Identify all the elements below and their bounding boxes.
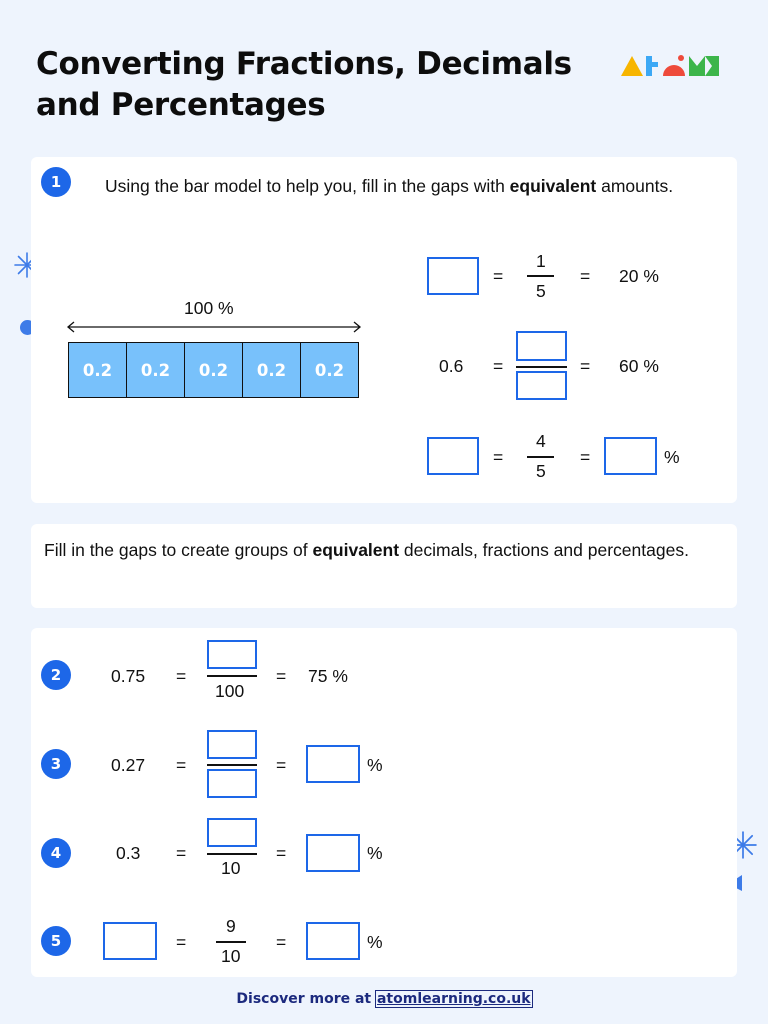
fraction-denominator: 10 — [221, 858, 241, 878]
equals-sign: = — [276, 666, 287, 686]
equals-sign: = — [176, 666, 187, 686]
decimal-value: 0.27 — [111, 755, 146, 775]
numerator-answer-box[interactable] — [207, 730, 257, 759]
bar-segment: 0.2 — [301, 343, 358, 397]
equals-sign: = — [176, 755, 187, 775]
fraction-numerator: 9 — [226, 916, 236, 936]
footer-link[interactable]: atomlearning.co.uk — [376, 991, 531, 1007]
fraction-denominator: 5 — [536, 281, 546, 301]
atom-logo — [621, 54, 721, 78]
fraction-bar — [216, 941, 246, 943]
decimal-answer-box[interactable] — [103, 922, 157, 960]
question-number: 5 — [41, 926, 71, 956]
equals-sign: = — [276, 755, 287, 775]
equals-sign: = — [580, 447, 591, 467]
percentage-answer-box[interactable] — [306, 745, 360, 783]
fraction-numerator: 1 — [536, 251, 546, 271]
fraction-denominator: 100 — [215, 681, 245, 701]
equals-sign: = — [493, 356, 504, 376]
equals-sign: = — [276, 932, 287, 952]
denominator-answer-box[interactable] — [516, 371, 567, 400]
decimal-answer-box[interactable] — [427, 437, 479, 475]
fraction-bar — [207, 675, 257, 677]
equals-sign: = — [580, 266, 591, 286]
fraction-bar — [207, 853, 257, 855]
decimal-answer-box[interactable] — [427, 257, 479, 295]
fraction-bar — [207, 764, 257, 766]
equals-sign: = — [176, 932, 187, 952]
bar-model — [68, 342, 359, 398]
decimal-value: 0.75 — [111, 666, 146, 686]
numerator-answer-box[interactable] — [516, 331, 567, 361]
equals-sign: = — [493, 266, 504, 286]
percent-sign: % — [367, 932, 383, 952]
equals-sign: = — [276, 843, 287, 863]
fraction-denominator: 10 — [221, 946, 241, 966]
bar-segment: 0.2 — [243, 343, 301, 397]
footer: Discover more at atomlearning.co.uk — [236, 991, 531, 1007]
percentage-answer-box[interactable] — [604, 437, 657, 475]
numerator-answer-box[interactable] — [207, 640, 257, 669]
question-number: 1 — [41, 167, 71, 197]
page-title: Converting Fractions, Decimals and Percentages — [36, 46, 572, 123]
double-arrow-icon — [66, 320, 362, 334]
instructions-text: Fill in the gaps to create groups of equivalent decimals, fractions and percentages. — [44, 540, 689, 560]
equals-sign: = — [580, 356, 591, 376]
decimal-value: 0.3 — [116, 843, 141, 863]
fraction-bar — [527, 275, 554, 277]
fraction-numerator: 4 — [536, 431, 546, 451]
percent-sign: % — [664, 447, 680, 467]
question-number: 3 — [41, 749, 71, 779]
fraction-bar — [516, 366, 567, 368]
decimal-value: 0.6 — [439, 356, 464, 376]
percentage-answer-box[interactable] — [306, 834, 360, 872]
percent-sign: % — [367, 843, 383, 863]
question-number: 4 — [41, 838, 71, 868]
question-1-instruction: Using the bar model to help you, fill in the gaps with equivalent amounts. — [105, 176, 674, 196]
equals-sign: = — [176, 843, 187, 863]
bar-total-label: 100 % — [184, 298, 234, 318]
bar-segment: 0.2 — [69, 343, 127, 397]
fraction-denominator: 5 — [536, 461, 546, 481]
bar-segment: 0.2 — [185, 343, 243, 397]
equals-sign: = — [493, 447, 504, 467]
percentage-value: 60 % — [619, 356, 659, 376]
bar-segment: 0.2 — [127, 343, 185, 397]
denominator-answer-box[interactable] — [207, 769, 257, 798]
question-number: 2 — [41, 660, 71, 690]
numerator-answer-box[interactable] — [207, 818, 257, 847]
fraction-bar — [527, 456, 554, 458]
percent-sign: % — [367, 755, 383, 775]
percentage-answer-box[interactable] — [306, 922, 360, 960]
percentage-value: 20 % — [619, 266, 659, 286]
percentage-value: 75 % — [308, 666, 348, 686]
